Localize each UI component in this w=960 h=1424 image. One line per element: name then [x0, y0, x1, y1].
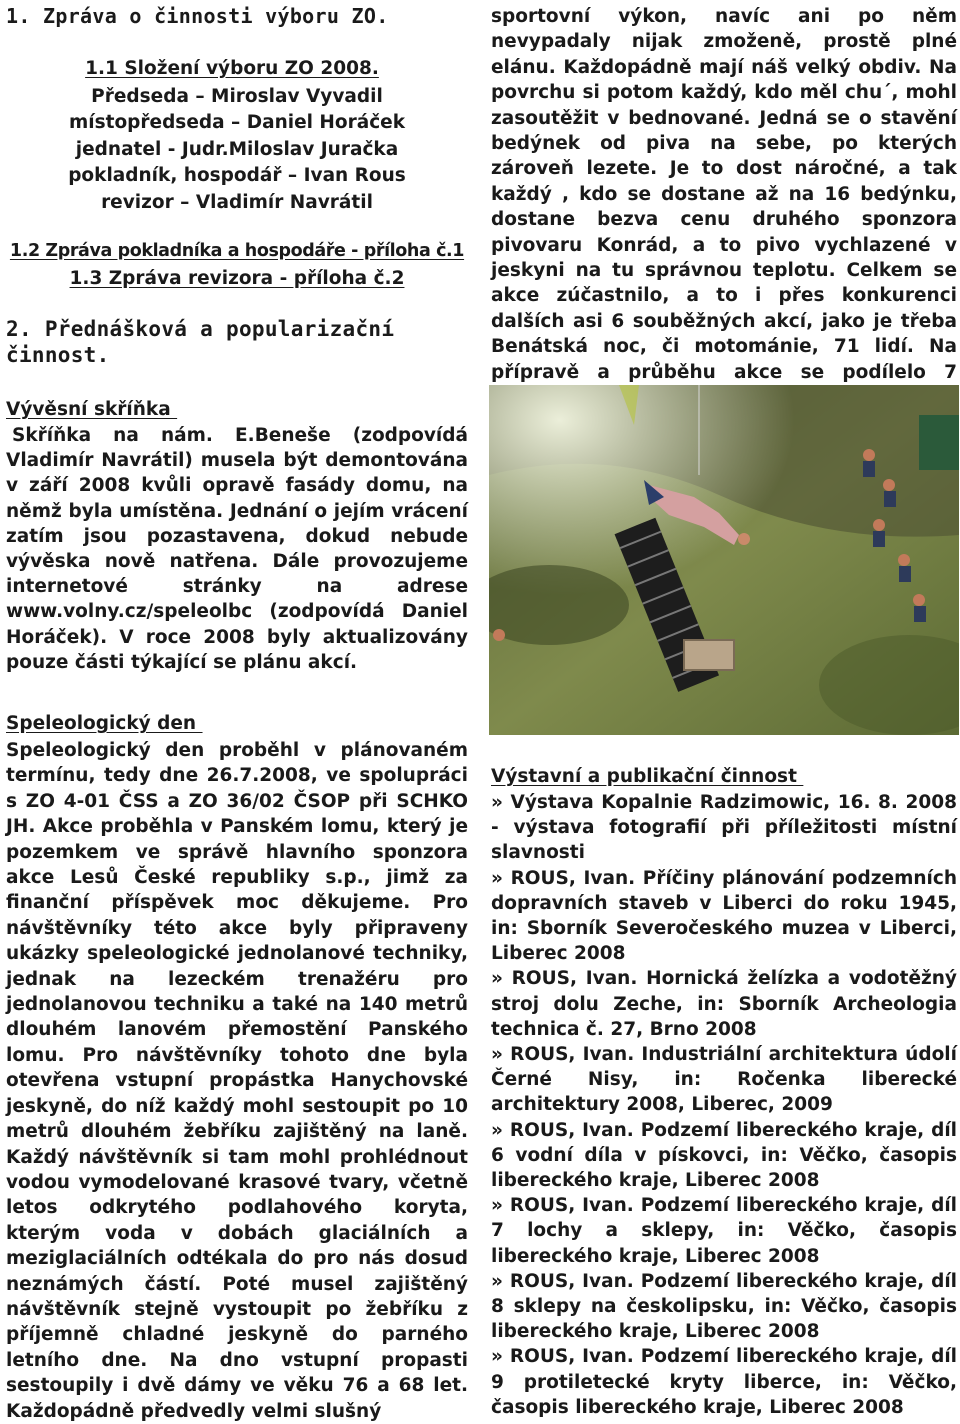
speleo-text: Speleologický den proběhl v plánovaném termínu, tedy dne 26.7.2008, ve spolupráci s ZO 4-01 ČSS a ZO 36/02 ČSOP při SCHKO JH. Akce proběhla v Panském lomu, který je pozemkem ve správě hlavního sponzora akce Lesů České republiky s.p., jimž za finanční příspěvek moc děkujeme. Pro návštěvníky této akce byly připraveny ukázky speleologické jednolanové techniky, jednak na lezeckém trenažéru pro jednolanovou techniku a také na 140 metrů dlouhém lanovém přemostění Panského lomu. Pro návštěvníky tohoto dne byla otevřena vstupní propástka Hanychovské jeskyně, do níž každý mohl sestoupit po 10 metrů dlouhém žebříku zajištěný na laně. Každý návštěvník si tam mohl prohlédnout vodou vymodelované krasové tvary, včetně letos odkrytého podlahového koryta, kterým voda v dobách glaciálních a meziglaciálních odtékala do pro nás dosud neznámých částí. Poté musel zajištěný návštěvník stejně vystoupit po žebříku z příjemně chladné jeskyně do parného letního dne. Na dno vstupní propasti sestoupily i dvě dámy ve věku 76 a 68 let. Každopádně předvedly velmi slušný — [6, 740, 468, 1422]
member-item: revizor – Vladimír Navrátil — [101, 191, 373, 213]
subheading-1-2: 1.2 Zpráva pokladníka a hospodáře - příloha č.1 — [9, 241, 465, 261]
climbing-crates-photo — [489, 385, 959, 735]
vystavni-section — [491, 764, 957, 1420]
section2-heading-line2: činnost. — [6, 343, 110, 367]
speleo-section — [6, 711, 468, 1424]
publication-item: » ROUS, Ivan. Podzemí libereckého kraje, díl 9 protiletecké kryty liberce, in: Věčko, časopis libereckého kraje, Liberec 2008 — [491, 1346, 957, 1418]
section2-heading-line1: 2. Přednášková a popularizační — [6, 317, 395, 341]
subheading-1-1: 1.1 Složení výboru ZO 2008. — [85, 58, 379, 79]
left-column — [6, 4, 468, 28]
member-item: pokladník, hospodář – Ivan Rous — [68, 165, 406, 186]
publication-item: » ROUS, Ivan. Podzemí libereckého kraje, díl 6 vodní díla v pískovci, in: Věčko, časopis libereckého kraje, Liberec 2008 — [491, 1119, 957, 1192]
vyvesni-title: Vývěsní skříňka — [6, 399, 178, 420]
publication-item: » ROUS, Ivan. Příčiny plánování podzemních dopravních staveb v Liberci do roku 1945, in: Sborník Severočeského muzea v Liberci, Liberec 2008 — [491, 867, 957, 965]
member-list — [6, 84, 468, 217]
publication-item: » ROUS, Ivan. Podzemí libereckého kraje, díl 8 sklepy na českolipsku, in: Věčko, časopis libereckého kraje, Liberec 2008 — [491, 1270, 957, 1343]
member-item: jednatel - Judr.Miloslav Juračka — [75, 138, 399, 160]
speleo-title: Speleologický den — [6, 713, 203, 734]
section2-heading-block — [6, 316, 468, 368]
section1-block — [6, 56, 468, 292]
speleo-continuation-block — [491, 4, 957, 411]
publication-item: » ROUS, Ivan. Hornická želízka a vodotěžný stroj dolu Zeche, in: Sborník Archeologia technica č. 27, Brno 2008 — [491, 968, 957, 1040]
vyvesni-section — [6, 397, 468, 675]
publication-item: » ROUS, Ivan. Industriální architektura údolí Černé Nisy, in: Ročenka liberecké architektury 2008, Liberec, 2009 — [491, 1044, 957, 1116]
event-photo — [489, 385, 959, 735]
section2-heading — [6, 316, 468, 368]
vystavni-title: Výstavní a publikační činnost — [491, 766, 804, 787]
speleo-continuation: sportovní výkon, navíc ani po něm nevypadaly nijak zmoženě, prostě plné elánu. Každopádně mají náš velký obdiv. Na povrchu si potom každý, kdo měl chu´, mohl zasoutěžit v bednované. Jedná se o stavění bedýnek od piva na sebe, po kterých zároveň lezete. Je to dost náročné, a tak každý , kdo se dostane až na 16 bedýnku, dostane bezva cenu druhého sponzora pivovaru Konrád, a to pivo vychlazené v jeskyni na tu správnou teplotu. Celkem se akce zúčastnilo, a to i přes konkurenci dalších asi 6 souběžných akcí, jako je třeba Benátská noc, či motománie, 71 lidí. Na přípravě a průběhu akce se podílelo 7 — [491, 6, 957, 383]
vyvesni-text: Skříňka na nám. E.Beneše (zodpovídá Vladimír Navrátil) musela být demontována v září 2008 kvůli opravě fasády domu, na němž byla umístěna. Jednání o jejím vrácení zatím jsou pozastavena, dokud nebude vývěska nově natřena. Dále provozujeme internetové stránky na adrese www.volny.cz/speleolbc (zodpovídá Daniel Horáček). V roce 2008 byly aktualizovány pouze části týkající se plánu akcí. — [6, 425, 468, 673]
section1-heading: 1. Zpráva o činnosti výboru ZO. — [6, 4, 389, 28]
publication-item: » Výstava Kopalnie Radzimowic, 16. 8. 2008 - výstava fotografií při příležitosti místní slavnosti — [491, 792, 957, 864]
member-item: místopředseda – Daniel Horáček — [68, 112, 406, 133]
publication-item: » ROUS, Ivan. Podzemí libereckého kraje, díl 7 lochy a sklepy, in: Věčko, časopis libereckého kraje, Liberec 2008 — [491, 1195, 957, 1267]
member-item: Předseda – Miroslav Vyvadil — [91, 85, 383, 107]
subheading-1-3: 1.3 Zpráva revizora - příloha č.2 — [69, 267, 405, 289]
publication-list — [491, 790, 957, 1420]
